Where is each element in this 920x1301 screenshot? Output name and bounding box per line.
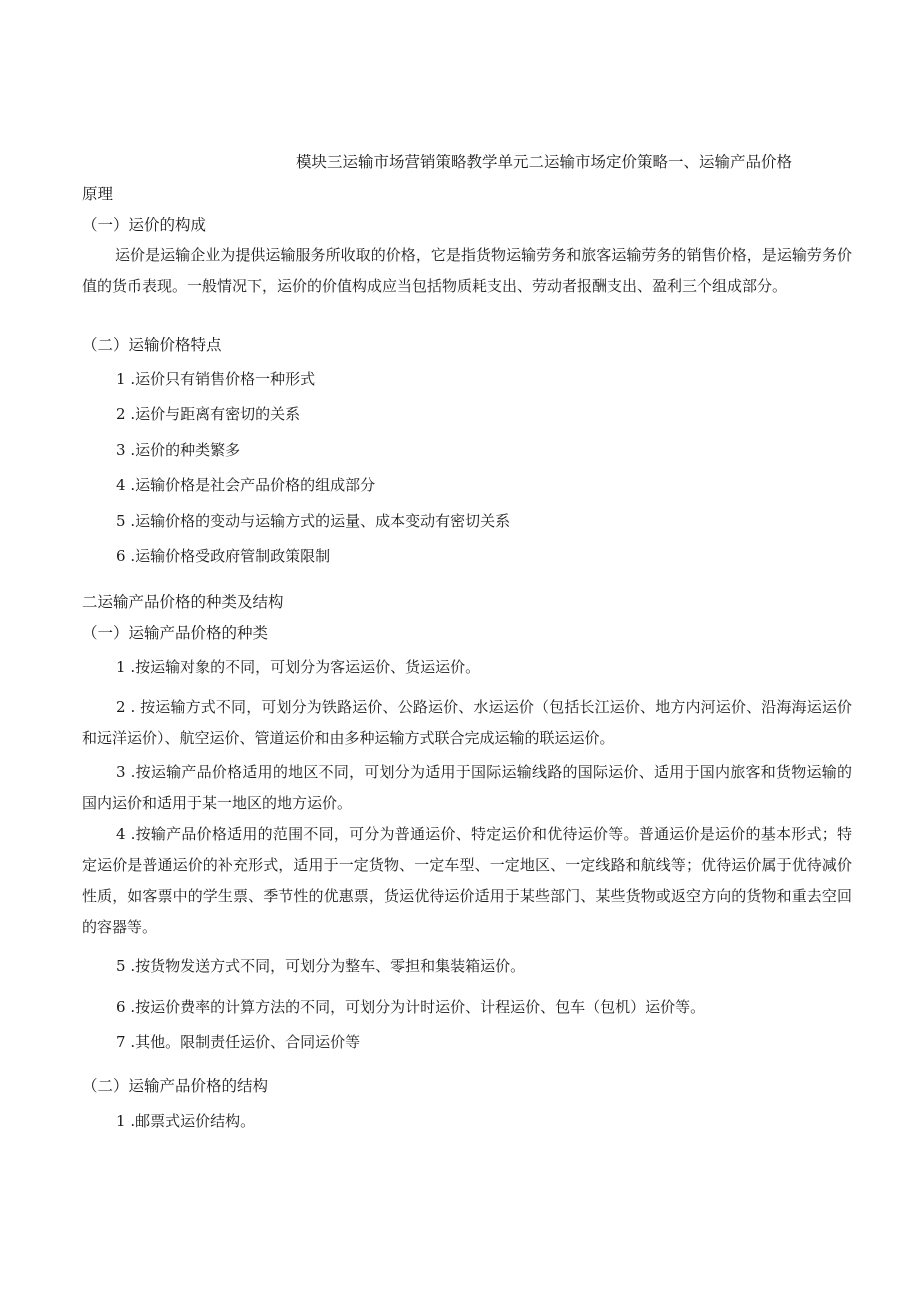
- structure-item: [116, 1110, 255, 1131]
- feature-item: [116, 403, 300, 424]
- item-text: .运输价格受政府管制政策限制: [130, 547, 331, 565]
- item-number: 5: [116, 957, 126, 975]
- item-number: 2: [116, 698, 126, 716]
- type-item: [82, 819, 852, 943]
- item-number: 5: [116, 512, 126, 530]
- feature-item: [116, 510, 510, 531]
- type-item: [82, 757, 852, 819]
- doc-title-line1: 模块三运输市场营销策略教学单元二运输市场定价策略一、运输产品价格: [296, 153, 793, 171]
- item-text: .按运价费率的计算方法的不同，可划分为计时运价、计程运价、包车（包机）运价等。: [130, 998, 706, 1016]
- item-number: 4: [116, 825, 126, 843]
- item-text: .运输价格的变动与运输方式的运量、成本变动有密切关系: [130, 512, 511, 530]
- section-heading-structure: （二）运输产品价格的结构: [82, 1077, 269, 1095]
- doc-title-line2: 原理: [82, 185, 114, 203]
- type-item: [116, 955, 525, 976]
- feature-item: [116, 368, 315, 389]
- item-text: . 按运输方式不同，可划分为铁路运价、公路运价、水运运价（包括长江运价、地方内河运价、沿海海运运价和远洋运价）、航空运价、管道运价和由多种运输方式联合完成运输的联运运价。: [82, 698, 852, 747]
- item-number: 4: [116, 476, 126, 494]
- item-number: 2: [116, 405, 126, 423]
- item-number: 7: [116, 1033, 126, 1051]
- item-text: .按运输对象的不同，可划分为客运运价、货运运价。: [130, 658, 481, 676]
- item-text: .按输产品价格适用的范围不同，可分为普通运价、特定运价和优待运价等。普通运价是运价的基本形式；特定运价是普通运价的补充形式，适用于一定货物、一定车型、一定地区、一定线路和航线等；优待运价属于优待减价性质，如客票中的学生票、季节性的优惠票，货运优待运价适用于某些部门、某些货物或返空方向的货物和重去空回的容器等。: [82, 825, 852, 936]
- item-number: 1: [116, 1112, 126, 1130]
- feature-item: [116, 439, 240, 460]
- item-text: .按运输产品价格适用的地区不同，可划分为适用于国际运输线路的国际运价、适用于国内旅客和货物运输的国内运价和适用于某一地区的地方运价。: [82, 763, 852, 812]
- type-item: [82, 692, 852, 754]
- feature-item: [116, 545, 330, 566]
- item-number: 1: [116, 658, 126, 676]
- section-heading-features: （二）运输价格特点: [82, 336, 222, 354]
- section-heading-types: （一）运输产品价格的种类: [82, 624, 269, 642]
- part-heading-types-structure: 二运输产品价格的种类及结构: [82, 593, 284, 611]
- type-item: [116, 996, 705, 1017]
- paragraph-cost: [82, 240, 852, 302]
- item-number: 1: [116, 370, 126, 388]
- item-text: .邮票式运价结构。: [130, 1112, 256, 1130]
- item-text: .运输价格是社会产品价格的组成部分: [130, 476, 376, 494]
- item-text: .按货物发送方式不同，可划分为整车、零担和集装箱运价。: [130, 957, 526, 975]
- section-heading-cost: （一）运价的构成: [82, 216, 207, 234]
- item-number: 3: [116, 441, 126, 459]
- type-item: [116, 1031, 360, 1052]
- item-text: .运价只有销售价格一种形式: [130, 370, 316, 388]
- item-text: .其他。限制责任运价、合同运价等: [130, 1033, 361, 1051]
- type-item: [116, 656, 480, 677]
- item-text: .运价的种类繁多: [130, 441, 241, 459]
- item-text: .运价与距离有密切的关系: [130, 405, 301, 423]
- item-number: 6: [116, 998, 126, 1016]
- item-number: 6: [116, 547, 126, 565]
- item-number: 3: [116, 763, 126, 781]
- paragraph-cost-text: 运价是运输企业为提供运输服务所收取的价格，它是指货物运输劳务和旅客运输劳务的销售价格，是运输劳务价值的货币表现。一般情况下，运价的价值构成应当包括物质耗支出、劳动者报酬支出、盈利三个组成部分。: [82, 246, 852, 295]
- feature-item: [116, 474, 375, 495]
